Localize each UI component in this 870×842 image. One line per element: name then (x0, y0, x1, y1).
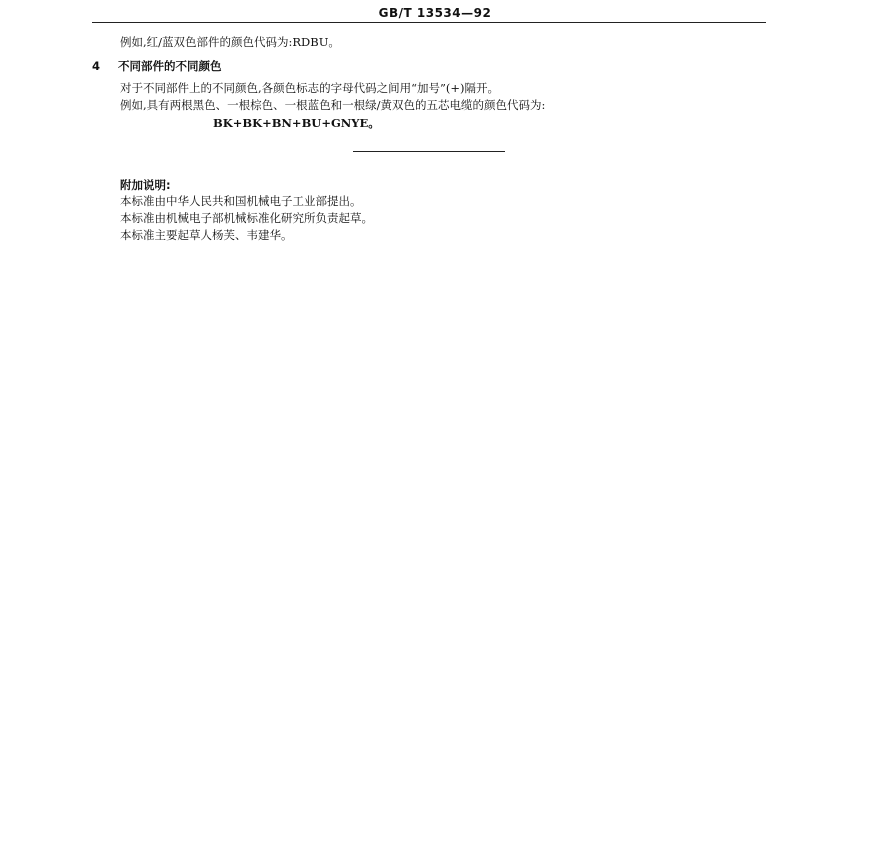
color-code-formula: BK+BK+BN+BU+GNYE。 (213, 116, 380, 130)
notes-list (120, 194, 373, 245)
header-rule (92, 22, 766, 23)
note-item: 本标准由中华人民共和国机械电子工业部提出。 (120, 194, 362, 208)
example-paragraph: 例如,具有两根黑色、一根棕色、一根蓝色和一根绿/黄双色的五芯电缆的颜色代码为: (120, 98, 546, 112)
separator-paragraph: 对于不同部件上的不同颜色,各颜色标志的字母代码之间用“加号”(+)隔开。 (120, 81, 500, 95)
section-number: 4 (92, 59, 101, 73)
note-item: 本标准由机械电子部机械标准化研究所负责起草。 (120, 211, 373, 225)
section-heading (92, 58, 222, 74)
note-item: 本标准主要起草人杨芙、韦建华。 (120, 228, 293, 242)
notes-title: 附加说明: (120, 178, 171, 192)
standard-code-header: GB/T 13534—92 (378, 6, 492, 20)
end-of-text-rule (353, 151, 505, 152)
example-rdbu-line: 例如,红/蓝双色部件的颜色代码为:RDBU。 (120, 35, 340, 49)
section-title: 不同部件的不同颜色 (118, 59, 222, 73)
